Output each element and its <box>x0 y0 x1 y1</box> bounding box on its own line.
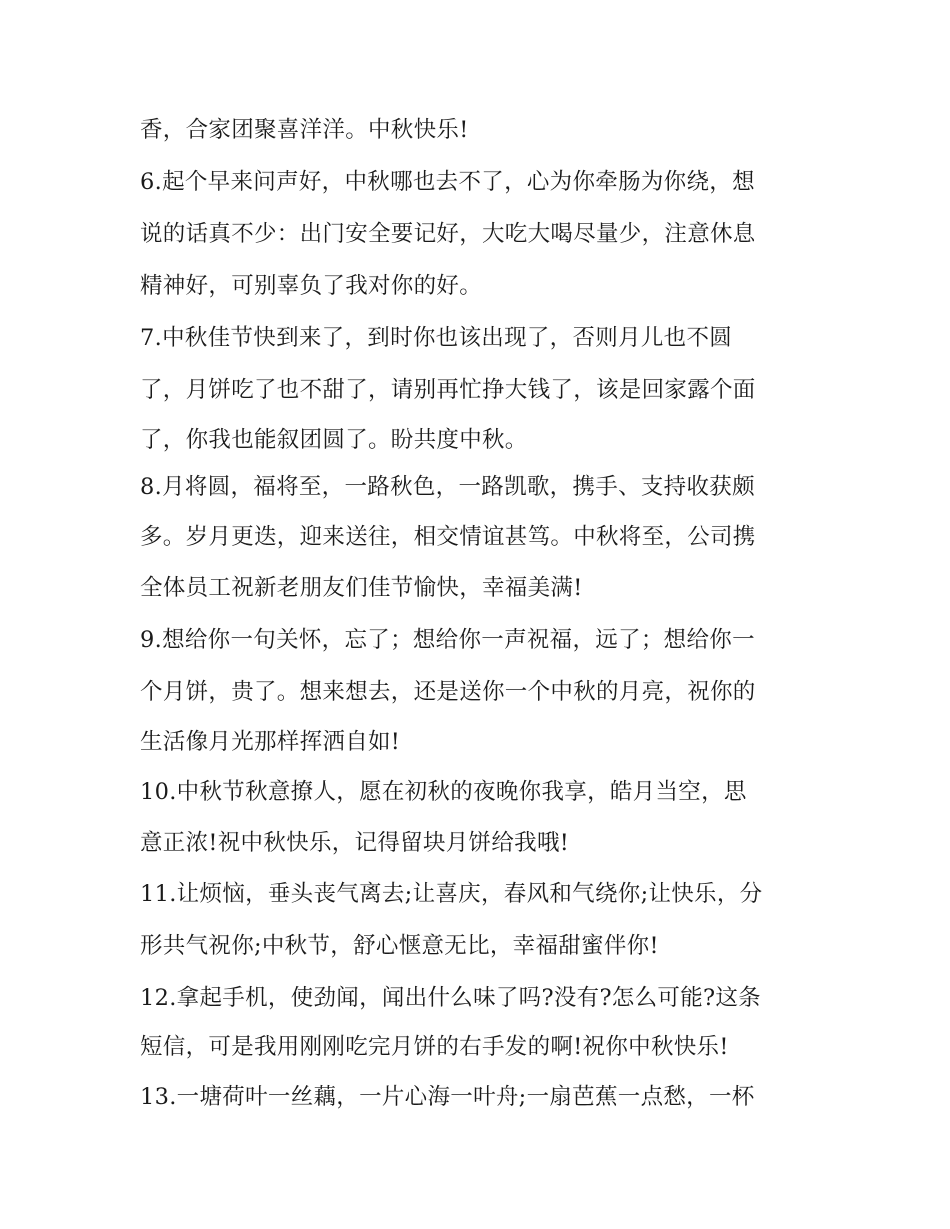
text-line: 说的话真不少：出门安全要记好，大吃大喝尽量少，注意休息 <box>140 221 756 247</box>
text-line: 短信，可是我用刚刚吃完月饼的右手发的啊!祝你中秋快乐! <box>140 1034 729 1060</box>
text-line: 个月饼，贵了。想来想去，还是送你一个中秋的月亮，祝你的 <box>140 679 756 705</box>
text-line: 精神好，可别辜负了我对你的好。 <box>140 273 483 299</box>
text-line: 生活像月光那样挥洒自如! <box>140 729 401 755</box>
text-line: 香，合家团聚喜洋洋。中秋快乐! <box>140 117 469 143</box>
text-line: 12.拿起手机，使劲闻，闻出什么味了吗?没有?怎么可能?这条 <box>140 985 761 1011</box>
text-line: 形共气祝你;中秋节，舒心惬意无比，幸福甜蜜伴你! <box>140 933 659 959</box>
text-line: 9.想给你一句关怀，忘了；想给你一声祝福，远了；想给你一 <box>140 627 755 653</box>
text-line: 多。岁月更迭，迎来送往，相交情谊甚笃。中秋将至，公司携 <box>140 524 756 550</box>
text-line: 7.中秋佳节快到来了，到时你也该出现了，否则月儿也不圆 <box>140 325 733 351</box>
text-line: 意正浓!祝中秋快乐，记得留块月饼给我哦! <box>140 830 570 856</box>
text-line: 了，你我也能叙团圆了。盼共度中秋。 <box>140 427 528 453</box>
text-line: 10.中秋节秋意撩人，愿在初秋的夜晚你我享，皓月当空，思 <box>140 779 747 805</box>
text-line: 11.让烦恼，垂头丧气离去;让喜庆，春风和气绕你;让快乐，分 <box>140 881 763 907</box>
text-line: 8.月将圆，福将至，一路秋色，一路凯歌，携手、支持收获颇 <box>140 474 755 500</box>
text-line: 了，月饼吃了也不甜了，请别再忙挣大钱了，该是回家露个面 <box>140 377 756 403</box>
text-line: 全体员工祝新老朋友们佳节愉快，幸福美满! <box>140 575 583 601</box>
text-line: 6.起个早来问声好，中秋哪也去不了，心为你牵肠为你绕，想 <box>140 169 755 195</box>
text-line: 13.一塘荷叶一丝藕，一片心海一叶舟;一扇芭蕉一点愁，一杯 <box>140 1084 755 1110</box>
